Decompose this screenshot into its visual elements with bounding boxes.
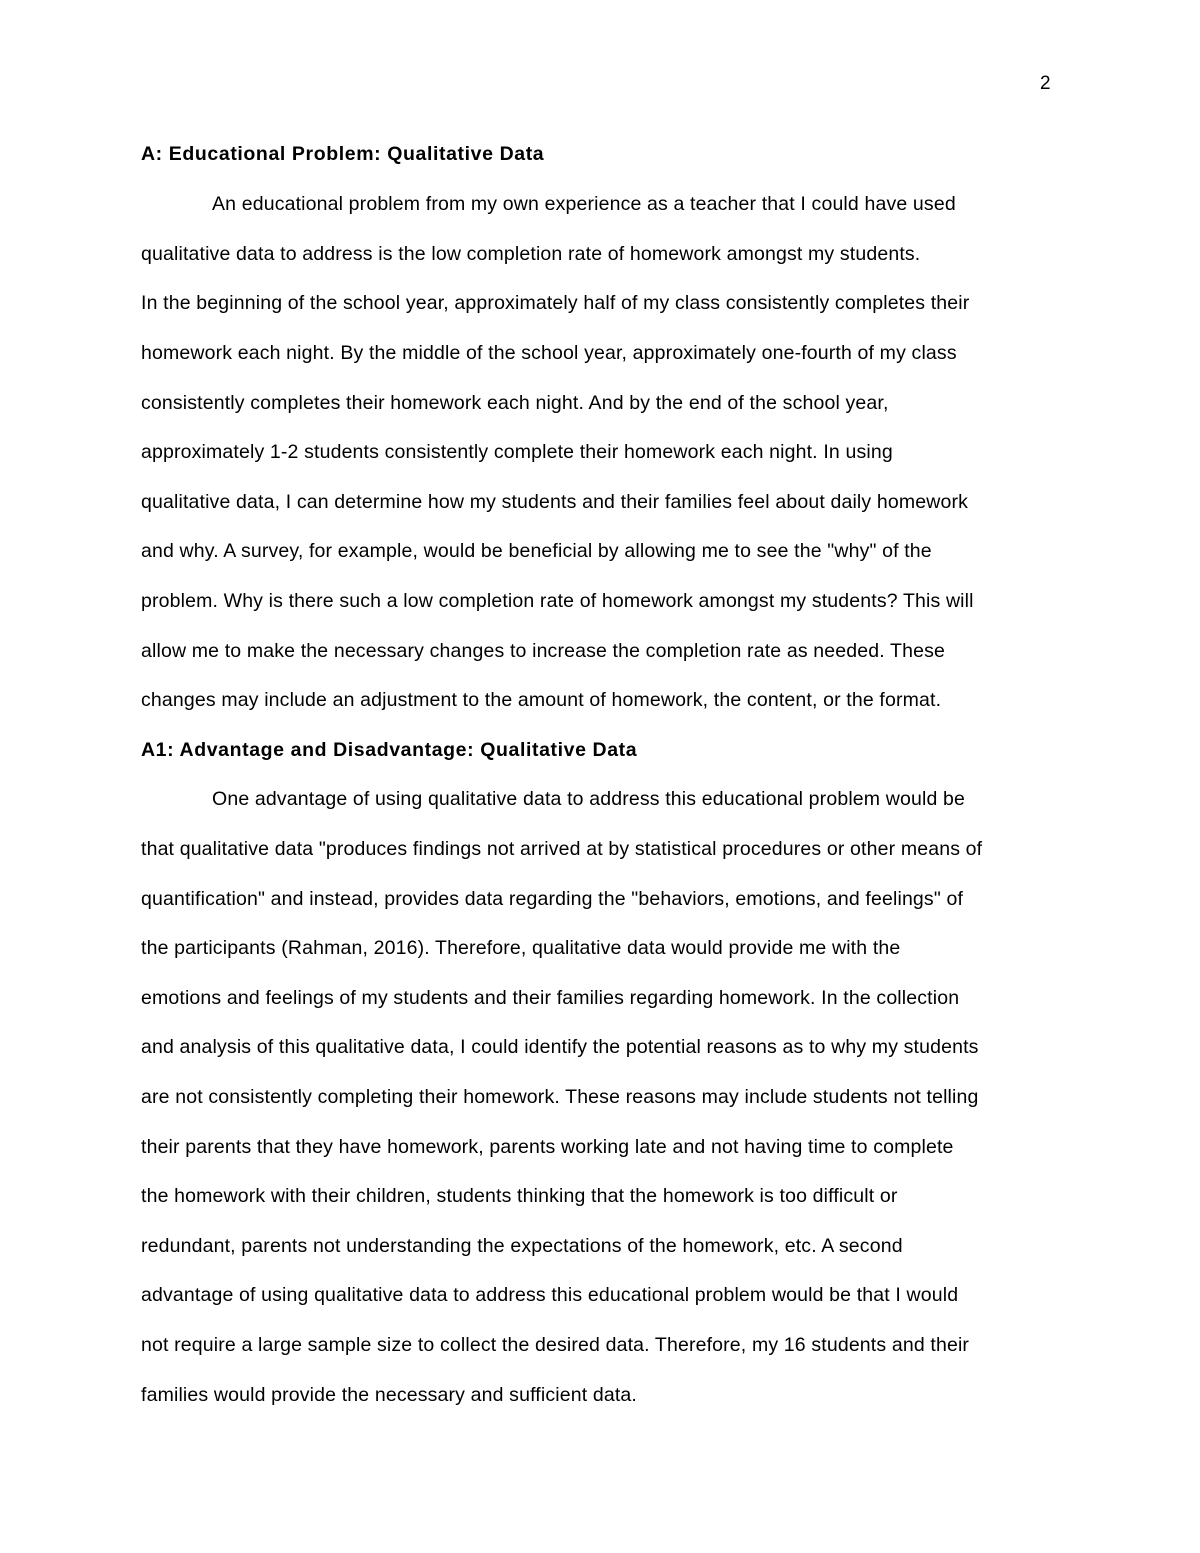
paragraph-line: the homework with their children, students thinking that the homework is too difficult or (141, 1185, 898, 1207)
paragraph-line: and why. A survey, for example, would be beneficial by allowing me to see the "why" of the (141, 540, 932, 562)
paragraph-line: families would provide the necessary and sufficient data. (141, 1384, 637, 1406)
paragraph-line: qualitative data to address is the low completion rate of homework amongst my students. (141, 243, 921, 265)
paragraph-line: problem. Why is there such a low completion rate of homework amongst my students? This will (141, 590, 974, 612)
paragraph-line: not require a large sample size to collect the desired data. Therefore, my 16 students and their (141, 1334, 970, 1356)
paragraph-line: quantification" and instead, provides data regarding the "behaviors, emotions, and feelings" of (141, 888, 964, 910)
paragraph-line: allow me to make the necessary changes to increase the completion rate as needed. These (141, 640, 945, 662)
paragraph-line: homework each night. By the middle of the school year, approximately one-fourth of my class (141, 342, 957, 364)
section-a-heading: A: Educational Problem: Qualitative Data (141, 143, 545, 165)
paragraph-line: changes may include an adjustment to the amount of homework, the content, or the format. (141, 689, 942, 711)
section-a1-heading: A1: Advantage and Disadvantage: Qualitative Data (141, 739, 638, 761)
paragraph-line: redundant, parents not understanding the expectations of the homework, etc. A second (141, 1235, 903, 1257)
paragraph-line: In the beginning of the school year, approximately half of my class consistently completes their (141, 292, 970, 314)
paragraph-line: An educational problem from my own experience as a teacher that I could have used (212, 193, 956, 215)
page-number: 2 (1040, 73, 1052, 94)
paragraph-line: and analysis of this qualitative data, I could identify the potential reasons as to why my students (141, 1036, 979, 1058)
paragraph-line: One advantage of using qualitative data to address this educational problem would be (212, 788, 966, 810)
paragraph-line: their parents that they have homework, parents working late and not having time to complete (141, 1136, 954, 1158)
paragraph-line: that qualitative data "produces findings not arrived at by statistical procedures or other means of (141, 838, 983, 860)
paragraph-line: are not consistently completing their homework. These reasons may include students not telling (141, 1086, 979, 1108)
paragraph-line: advantage of using qualitative data to address this educational problem would be that I would (141, 1284, 959, 1306)
paragraph-line: the participants (Rahman, 2016). Therefore, qualitative data would provide me with the (141, 937, 901, 959)
paragraph-line: consistently completes their homework each night. And by the end of the school year, (141, 392, 889, 414)
paragraph-line: approximately 1-2 students consistently complete their homework each night. In using (141, 441, 893, 463)
paragraph-line: emotions and feelings of my students and their families regarding homework. In the collection (141, 987, 960, 1009)
paragraph-line: qualitative data, I can determine how my students and their families feel about daily homework (141, 491, 969, 513)
